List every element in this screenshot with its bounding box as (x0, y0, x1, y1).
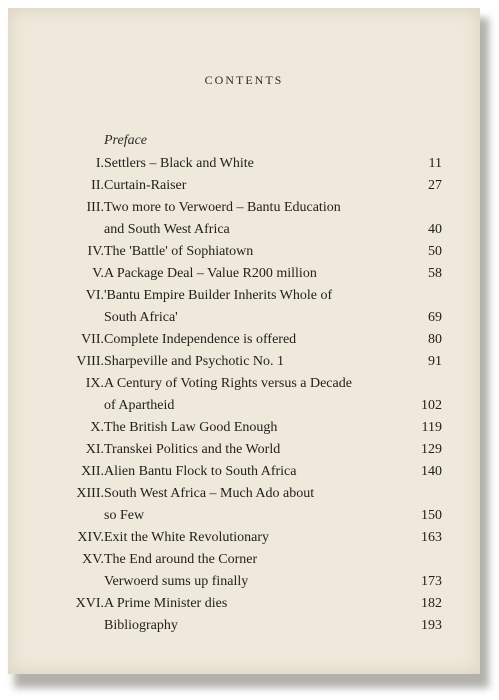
chapter-title: A Prime Minister dies (104, 596, 228, 611)
chapter-number: IX. (85, 376, 104, 391)
chapter-number: III. (86, 200, 104, 215)
page-number: 102 (421, 398, 442, 413)
chapter-title: The End around the Corner (104, 552, 258, 567)
chapter-title: 'Bantu Empire Builder Inherits Whole of (104, 288, 333, 303)
chapter-number: XIV. (77, 530, 104, 545)
chapter-title: South Africa' (104, 310, 178, 325)
toc-line (8, 175, 480, 197)
chapter-number: XV. (82, 552, 104, 567)
chapter-number: VIII. (76, 354, 104, 369)
chapter-number: XIII. (76, 486, 104, 501)
book-page (8, 8, 480, 674)
toc-line (8, 615, 480, 637)
toc-line (8, 241, 480, 263)
chapter-title: The British Law Good Enough (104, 420, 278, 435)
toc-line (8, 307, 480, 329)
chapter-title: A Century of Voting Rights versus a Decade (104, 376, 352, 391)
page-number: 193 (421, 618, 442, 633)
chapter-title: Curtain-Raiser (104, 178, 187, 193)
chapter-title: The 'Battle' of Sophiatown (104, 244, 254, 259)
chapter-title: Sharpeville and Psychotic No. 1 (104, 354, 285, 369)
toc-line (8, 527, 480, 549)
page-number: 27 (428, 178, 442, 193)
page-number: 119 (421, 420, 442, 435)
chapter-title: so Few (104, 508, 145, 523)
chapter-number: XVI. (75, 596, 104, 611)
page-number: 69 (428, 310, 442, 325)
chapter-number: I. (95, 156, 104, 171)
page-number: 40 (428, 222, 442, 237)
page-number: 182 (421, 596, 442, 611)
chapter-number: IV. (87, 244, 104, 259)
page-number: 11 (428, 156, 442, 171)
toc-line (8, 417, 480, 439)
toc-line (8, 395, 480, 417)
toc-line (8, 439, 480, 461)
toc-line (8, 593, 480, 615)
page-number: 173 (421, 574, 442, 589)
chapter-title: and South West Africa (104, 222, 230, 237)
chapter-title: Transkei Politics and the World (104, 442, 281, 457)
page-number: 129 (421, 442, 442, 457)
chapter-number: VI. (85, 288, 104, 303)
chapter-number: V. (92, 266, 104, 281)
chapter-number: X. (90, 420, 104, 435)
toc-line (8, 505, 480, 527)
page-number: 91 (428, 354, 442, 369)
chapter-title: South West Africa – Much Ado about (104, 486, 315, 501)
page-number: 150 (421, 508, 442, 523)
toc-line (8, 285, 480, 307)
page-number: 58 (428, 266, 442, 281)
toc-line (8, 219, 480, 241)
chapter-title: A Package Deal – Value R200 million (104, 266, 317, 281)
page-number: 50 (428, 244, 442, 259)
chapter-title: Settlers – Black and White (104, 156, 254, 171)
page-number: 80 (428, 332, 442, 347)
chapter-title: Verwoerd sums up finally (104, 574, 249, 589)
toc-line (8, 263, 480, 285)
toc-line (8, 197, 480, 219)
chapter-title: Two more to Verwoerd – Bantu Education (104, 200, 341, 215)
chapter-title: Complete Independence is offered (104, 332, 297, 347)
chapter-title: Bibliography (104, 618, 178, 633)
toc-line (8, 153, 480, 175)
toc-line (8, 329, 480, 351)
toc-line (8, 461, 480, 483)
chapter-number: II. (91, 178, 104, 193)
toc-line (8, 549, 480, 571)
chapter-number: XII. (81, 464, 104, 479)
toc-line (8, 373, 480, 395)
toc-line (8, 351, 480, 373)
page-number: 163 (421, 530, 442, 545)
chapter-title: Alien Bantu Flock to South Africa (104, 464, 297, 479)
toc-line (8, 483, 480, 505)
chapter-number: XI. (85, 442, 104, 457)
preface-entry: Preface (104, 133, 148, 148)
chapter-title: of Apartheid (104, 398, 175, 413)
toc-line (8, 571, 480, 593)
chapter-number: VII. (81, 332, 104, 347)
contents-heading: CONTENTS (204, 73, 284, 87)
chapter-title: Exit the White Revolutionary (104, 530, 269, 545)
page-number: 140 (421, 464, 442, 479)
